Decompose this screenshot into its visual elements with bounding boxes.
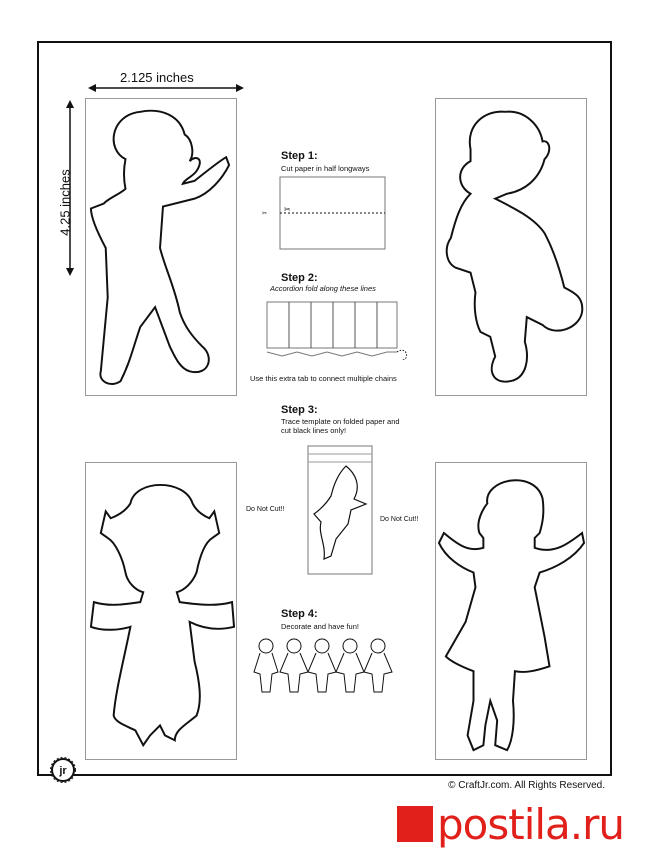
step-1-title: Step 1: xyxy=(281,150,318,162)
step-4-paper-chain-diagram xyxy=(246,632,406,697)
height-arrow xyxy=(64,100,76,280)
boy-kicking-outline xyxy=(436,99,586,395)
step-3-diagram xyxy=(306,444,376,576)
step-3-title: Step 3: xyxy=(281,404,318,416)
height-dimension-label: 4.25 inches xyxy=(57,169,73,236)
step-3-left-label: Do Not Cut!! xyxy=(246,506,285,513)
girl-pigtails-outline xyxy=(86,463,236,759)
step-4-title: Step 4: xyxy=(281,608,318,620)
boy-kicking-template xyxy=(435,98,587,396)
step-3-text: Trace template on folded paper and cut black lines only! xyxy=(281,417,400,435)
step-4-text: Decorate and have fun! xyxy=(281,622,359,631)
width-arrow xyxy=(88,82,248,94)
step-1-diagram xyxy=(262,175,392,251)
step-2-title: Step 2: xyxy=(281,272,318,284)
svg-text:✂: ✂ xyxy=(284,205,291,214)
craftjr-logo xyxy=(50,757,76,783)
step-2-note: Use this extra tab to connect multiple chains xyxy=(250,374,397,383)
postila-watermark: postila.ru xyxy=(437,800,625,849)
copyright-footer: © CraftJr.com. All Rights Reserved. xyxy=(448,780,605,791)
step-2-text: Accordion fold along these lines xyxy=(270,284,376,293)
width-dimension-label: 2.125 inches xyxy=(120,70,194,85)
step-2-diagram xyxy=(262,290,412,360)
boy-waving-template xyxy=(85,98,237,396)
postila-logo-icon xyxy=(397,806,433,842)
girl-pigtails-template xyxy=(85,462,237,760)
girl-arms-up-outline xyxy=(436,463,586,759)
girl-arms-up-template xyxy=(435,462,587,760)
step-3-right-label: Do Not Cut!! xyxy=(380,516,419,523)
boy-waving-outline xyxy=(86,99,236,395)
svg-text:✂: ✂ xyxy=(262,211,268,217)
step-1-text: Cut paper in half longways xyxy=(281,164,370,173)
logo-text: jr xyxy=(59,765,67,777)
